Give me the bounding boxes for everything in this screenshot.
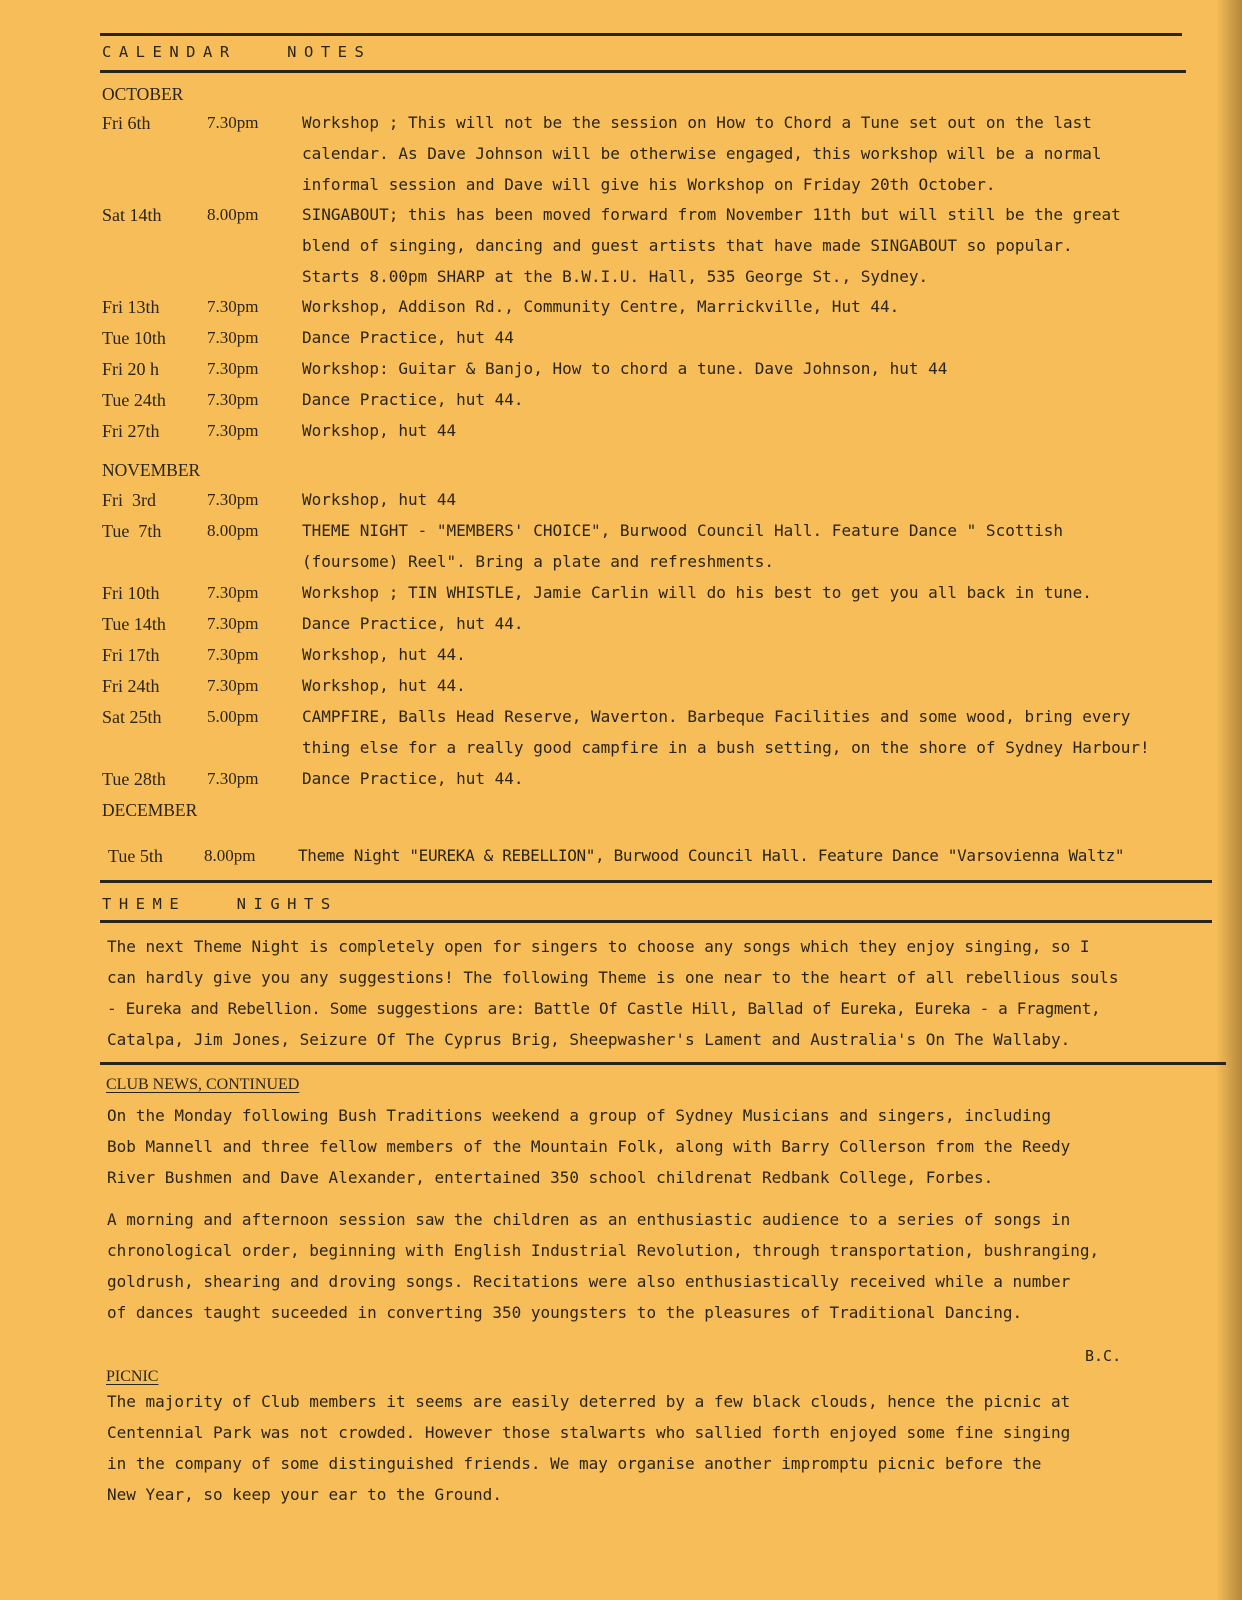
entry-description-continued: informal session and Dave will give his Workshop on Friday 20th October. [302,175,996,194]
entry-day: Tue 7th [102,521,162,541]
calendar-entry [0,113,1242,144]
entry-day: Fri 10th [102,583,160,603]
entry-description-continued: (foursome) Reel". Bring a plate and refreshments. [302,552,775,571]
calendar-heading: CALENDAR NOTES [102,43,372,61]
entry-day: Tue 10th [102,328,166,348]
calendar-entry [0,769,1242,800]
month-december: DECEMBER [102,800,198,820]
calendar-entry [0,676,1242,707]
club-news-text: Bob Mannell and three fellow members of the Mountain Folk, along with Barry Collerson from the Reedy [107,1137,1071,1156]
entry-description-continued: calendar. As Dave Johnson will be otherwise engaged, this workshop will be a normal [302,144,1102,163]
entry-time: 7.30pm [207,583,259,602]
calendar-entry [0,521,1242,552]
picnic-text: Centennial Park was not crowded. However those stalwarts who sallied forth enjoyed some fine singing [107,1423,1071,1442]
calendar-entry [0,297,1242,328]
club-news-text: A morning and afternoon session saw the children as an enthusiastic audience to a series of songs in [107,1210,1071,1229]
entry-description: Workshop, hut 44. [302,645,466,664]
picnic-text: The majority of Club members it seems are easily deterred by a few black clouds, hence the picnic at [107,1392,1071,1411]
theme-nights-top-rule [100,880,1212,883]
month-november: NOVEMBER [102,460,201,480]
calendar-entry [0,205,1242,236]
club-news-text: On the Monday following Bush Traditions weekend a group of Sydney Musicians and singers, including [107,1106,1052,1125]
entry-time: 5.00pm [207,707,259,726]
month-october: OCTOBER [102,84,184,104]
entry-description: Workshop, Addison Rd., Community Centre, Marrickville, Hut 44. [302,297,900,316]
signature-initials: B.C. [1085,1347,1122,1365]
entry-day: Fri 20 h [102,359,160,379]
picnic-heading: PICNIC [106,1368,159,1385]
entry-time: 7.30pm [207,421,259,440]
entry-description: SINGABOUT; this has been moved forward from November 11th but will still be the great [302,205,1121,224]
theme-nights-heading: THEME NIGHTS [102,895,338,913]
picnic-text: in the company of some distinguished friends. We may organise another impromptu picnic before the [107,1454,1042,1473]
theme-nights-bottom-rule [100,1062,1226,1065]
entry-description-continued: blend of singing, dancing and guest artists that have made SINGABOUT so popular. [302,236,1073,255]
entry-description-continued: thing else for a really good campfire in a bush setting, on the shore of Sydney Harbour! [302,738,1150,757]
entry-day: Sat 25th [102,707,162,727]
entry-description: Workshop, hut 44. [302,676,466,695]
entry-time: 8.00pm [207,205,259,224]
entry-description: Dance Practice, hut 44. [302,614,524,633]
entry-day: Tue 28th [102,769,166,789]
calendar-heading-rule [100,70,1186,73]
entry-description: Workshop ; TIN WHISTLE, Jamie Carlin will do his best to get you all back in tune. [302,583,1092,602]
entry-description: CAMPFIRE, Balls Head Reserve, Waverton. Barbeque Facilities and some wood, bring every [302,707,1131,726]
calendar-entry [0,846,1242,877]
entry-time: 7.30pm [207,390,259,409]
calendar-entry [0,421,1242,452]
calendar-entry [0,583,1242,614]
entry-day: Fri 17th [102,645,160,665]
top-rule [100,33,1182,36]
entry-day: Fri 3rd [102,490,156,510]
entry-time: 7.30pm [207,297,259,316]
club-news-text: River Bushmen and Dave Alexander, entertained 350 school childrenat Redbank College, Forbes. [107,1168,994,1187]
entry-time: 7.30pm [207,113,259,132]
entry-description-continued: Starts 8.00pm SHARP at the B.W.I.U. Hall, 535 George St., Sydney. [302,267,929,286]
entry-time: 7.30pm [207,676,259,695]
calendar-entry [0,490,1242,521]
entry-description: Dance Practice, hut 44 [302,328,514,347]
entry-description: Workshop: Guitar & Banjo, How to chord a tune. Dave Johnson, hut 44 [302,359,948,378]
club-news-text: chronological order, beginning with English Industrial Revolution, through transportation, bushranging, [107,1241,1100,1260]
entry-description: Dance Practice, hut 44. [302,390,524,409]
entry-day: Tue 14th [102,614,166,634]
entry-time: 7.30pm [207,328,259,347]
entry-time: 8.00pm [204,846,256,865]
entry-day: Tue 5th [108,846,163,866]
entry-time: 7.30pm [207,359,259,378]
entry-time: 7.30pm [207,614,259,633]
calendar-entry [0,359,1242,390]
calendar-entry [0,614,1242,645]
entry-day: Tue 24th [102,390,166,410]
picnic-text: New Year, so keep your ear to the Ground. [107,1485,502,1504]
entry-time: 7.30pm [207,490,259,509]
entry-description: Workshop ; This will not be the session on How to Chord a Tune set out on the last [302,113,1092,132]
page-edge-shadow [1216,0,1242,1600]
entry-description: Workshop, hut 44 [302,421,457,440]
calendar-entry [0,707,1242,738]
theme-nights-heading-rule [100,920,1212,923]
theme-nights-text: Catalpa, Jim Jones, Seizure Of The Cyprus Brig, Sheepwasher's Lament and Australia's On The Wallaby. [107,1030,1071,1049]
club-news-text: goldrush, shearing and droving songs. Recitations were also enthusiastically received while a number [107,1272,1071,1291]
entry-day: Fri 27th [102,421,160,441]
entry-day: Fri 24th [102,676,160,696]
entry-description: Theme Night "EUREKA & REBELLION", Burwood Council Hall. Feature Dance "Varsovienna Waltz" [298,846,1125,865]
entry-day: Fri 13th [102,297,160,317]
entry-description: Workshop, hut 44 [302,490,457,509]
theme-nights-text: The next Theme Night is completely open for singers to choose any songs which they enjoy singing, so I [107,937,1090,956]
entry-day: Fri 6th [102,113,151,133]
club-news-text: of dances taught suceeded in converting 350 youngsters to the pleasures of Traditional Dancing. [107,1303,1023,1322]
entry-time: 7.30pm [207,645,259,664]
calendar-entry [0,645,1242,676]
theme-nights-text: - Eureka and Rebellion. Some suggestions are: Battle Of Castle Hill, Ballad of Eureka, Eureka - a Fragment, [107,999,1101,1018]
entry-time: 7.30pm [207,769,259,788]
entry-time: 8.00pm [207,521,259,540]
calendar-entry [0,328,1242,359]
club-news-heading: CLUB NEWS, CONTINUED [106,1076,300,1093]
entry-description: THEME NIGHT - "MEMBERS' CHOICE", Burwood Council Hall. Feature Dance " Scottish [302,521,1063,540]
theme-nights-text: can hardly give you any suggestions! The following Theme is one near to the heart of all rebellious souls [107,968,1119,987]
entry-day: Sat 14th [102,205,162,225]
entry-description: Dance Practice, hut 44. [302,769,524,788]
calendar-entry [0,390,1242,421]
